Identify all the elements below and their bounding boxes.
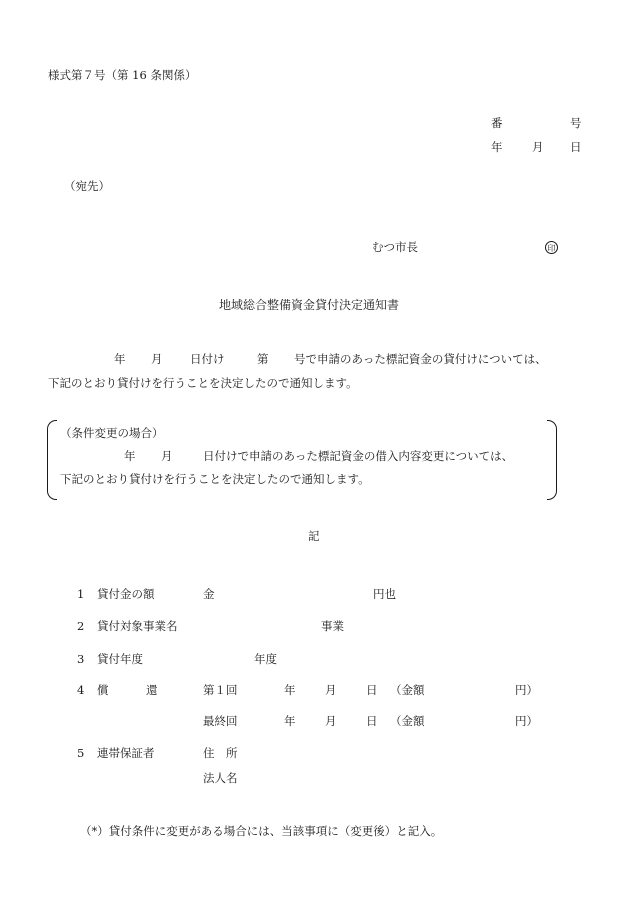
form-number: 様式第７号（第 16 条関係） — [48, 68, 197, 82]
body-line2: 下記のとおり貸付けを行うことを決定したので通知します。 — [48, 376, 358, 390]
first-payment-month: 月 — [325, 683, 337, 697]
last-payment-amount-open: （金額 — [390, 714, 425, 728]
date-month: 月 — [532, 140, 544, 154]
last-payment-day: 日 — [366, 714, 378, 728]
ki-heading: 記 — [308, 529, 320, 543]
item1-prefix: 金 — [203, 587, 215, 601]
body-date-suffix: 日付け — [190, 352, 225, 366]
first-payment-amount-open: （金額 — [390, 683, 425, 697]
addressee: （宛先） — [64, 179, 110, 193]
date-day: 日 — [570, 140, 582, 154]
item3-suffix: 年度 — [254, 652, 277, 666]
item4-number: 4 — [77, 683, 85, 697]
body-line1: 号で申請のあった標記資金の貸付けについては、 — [294, 352, 547, 366]
number-label: 番 — [491, 116, 503, 130]
guarantor-corp-name-label: 法人名 — [203, 771, 238, 785]
item1-suffix: 円也 — [373, 587, 396, 601]
right-bracket — [547, 420, 557, 500]
body-month: 月 — [151, 352, 163, 366]
first-payment-year: 年 — [284, 683, 296, 697]
item1-label: 貸付金の額 — [97, 587, 155, 601]
last-payment-amount-close: 円） — [515, 714, 538, 728]
change-year: 年 — [124, 449, 136, 463]
last-payment-label: 最終回 — [203, 714, 238, 728]
item5-label: 連帯保証者 — [97, 746, 155, 760]
guarantor-address-label: 住 所 — [203, 746, 238, 760]
date-year: 年 — [491, 140, 503, 154]
change-month: 月 — [161, 449, 173, 463]
number-suffix: 号 — [570, 116, 582, 130]
last-payment-month: 月 — [325, 714, 337, 728]
first-payment-label: 第１回 — [203, 683, 238, 697]
change-line1: 日付けで申請のあった標記資金の借入内容変更については、 — [203, 449, 514, 463]
document-title: 地域総合整備資金貸付決定通知書 — [219, 298, 400, 312]
first-payment-day: 日 — [366, 683, 378, 697]
seal-mark: 印 — [545, 241, 558, 254]
item5-number: 5 — [77, 746, 85, 760]
first-payment-amount-close: 円） — [515, 683, 538, 697]
item2-number: 2 — [77, 619, 85, 633]
body-dai: 第 — [257, 352, 269, 366]
footnote: （*）貸付条件に変更がある場合には、当該事項に（変更後）と記入。 — [80, 824, 443, 838]
issuer-name: むつ市長 — [372, 240, 418, 254]
change-line2: 下記のとおり貸付けを行うことを決定したので通知します。 — [60, 472, 370, 486]
change-heading: （条件変更の場合） — [60, 426, 164, 440]
item3-label: 貸付年度 — [97, 652, 143, 666]
last-payment-year: 年 — [284, 714, 296, 728]
left-bracket — [47, 420, 57, 500]
item2-label: 貸付対象事業名 — [97, 619, 178, 633]
item3-number: 3 — [77, 652, 85, 666]
body-year: 年 — [114, 352, 126, 366]
item4-label-a: 償 — [97, 683, 109, 697]
item2-suffix: 事業 — [321, 619, 344, 633]
item1-number: 1 — [77, 587, 85, 601]
item4-label-b: 還 — [146, 683, 158, 697]
